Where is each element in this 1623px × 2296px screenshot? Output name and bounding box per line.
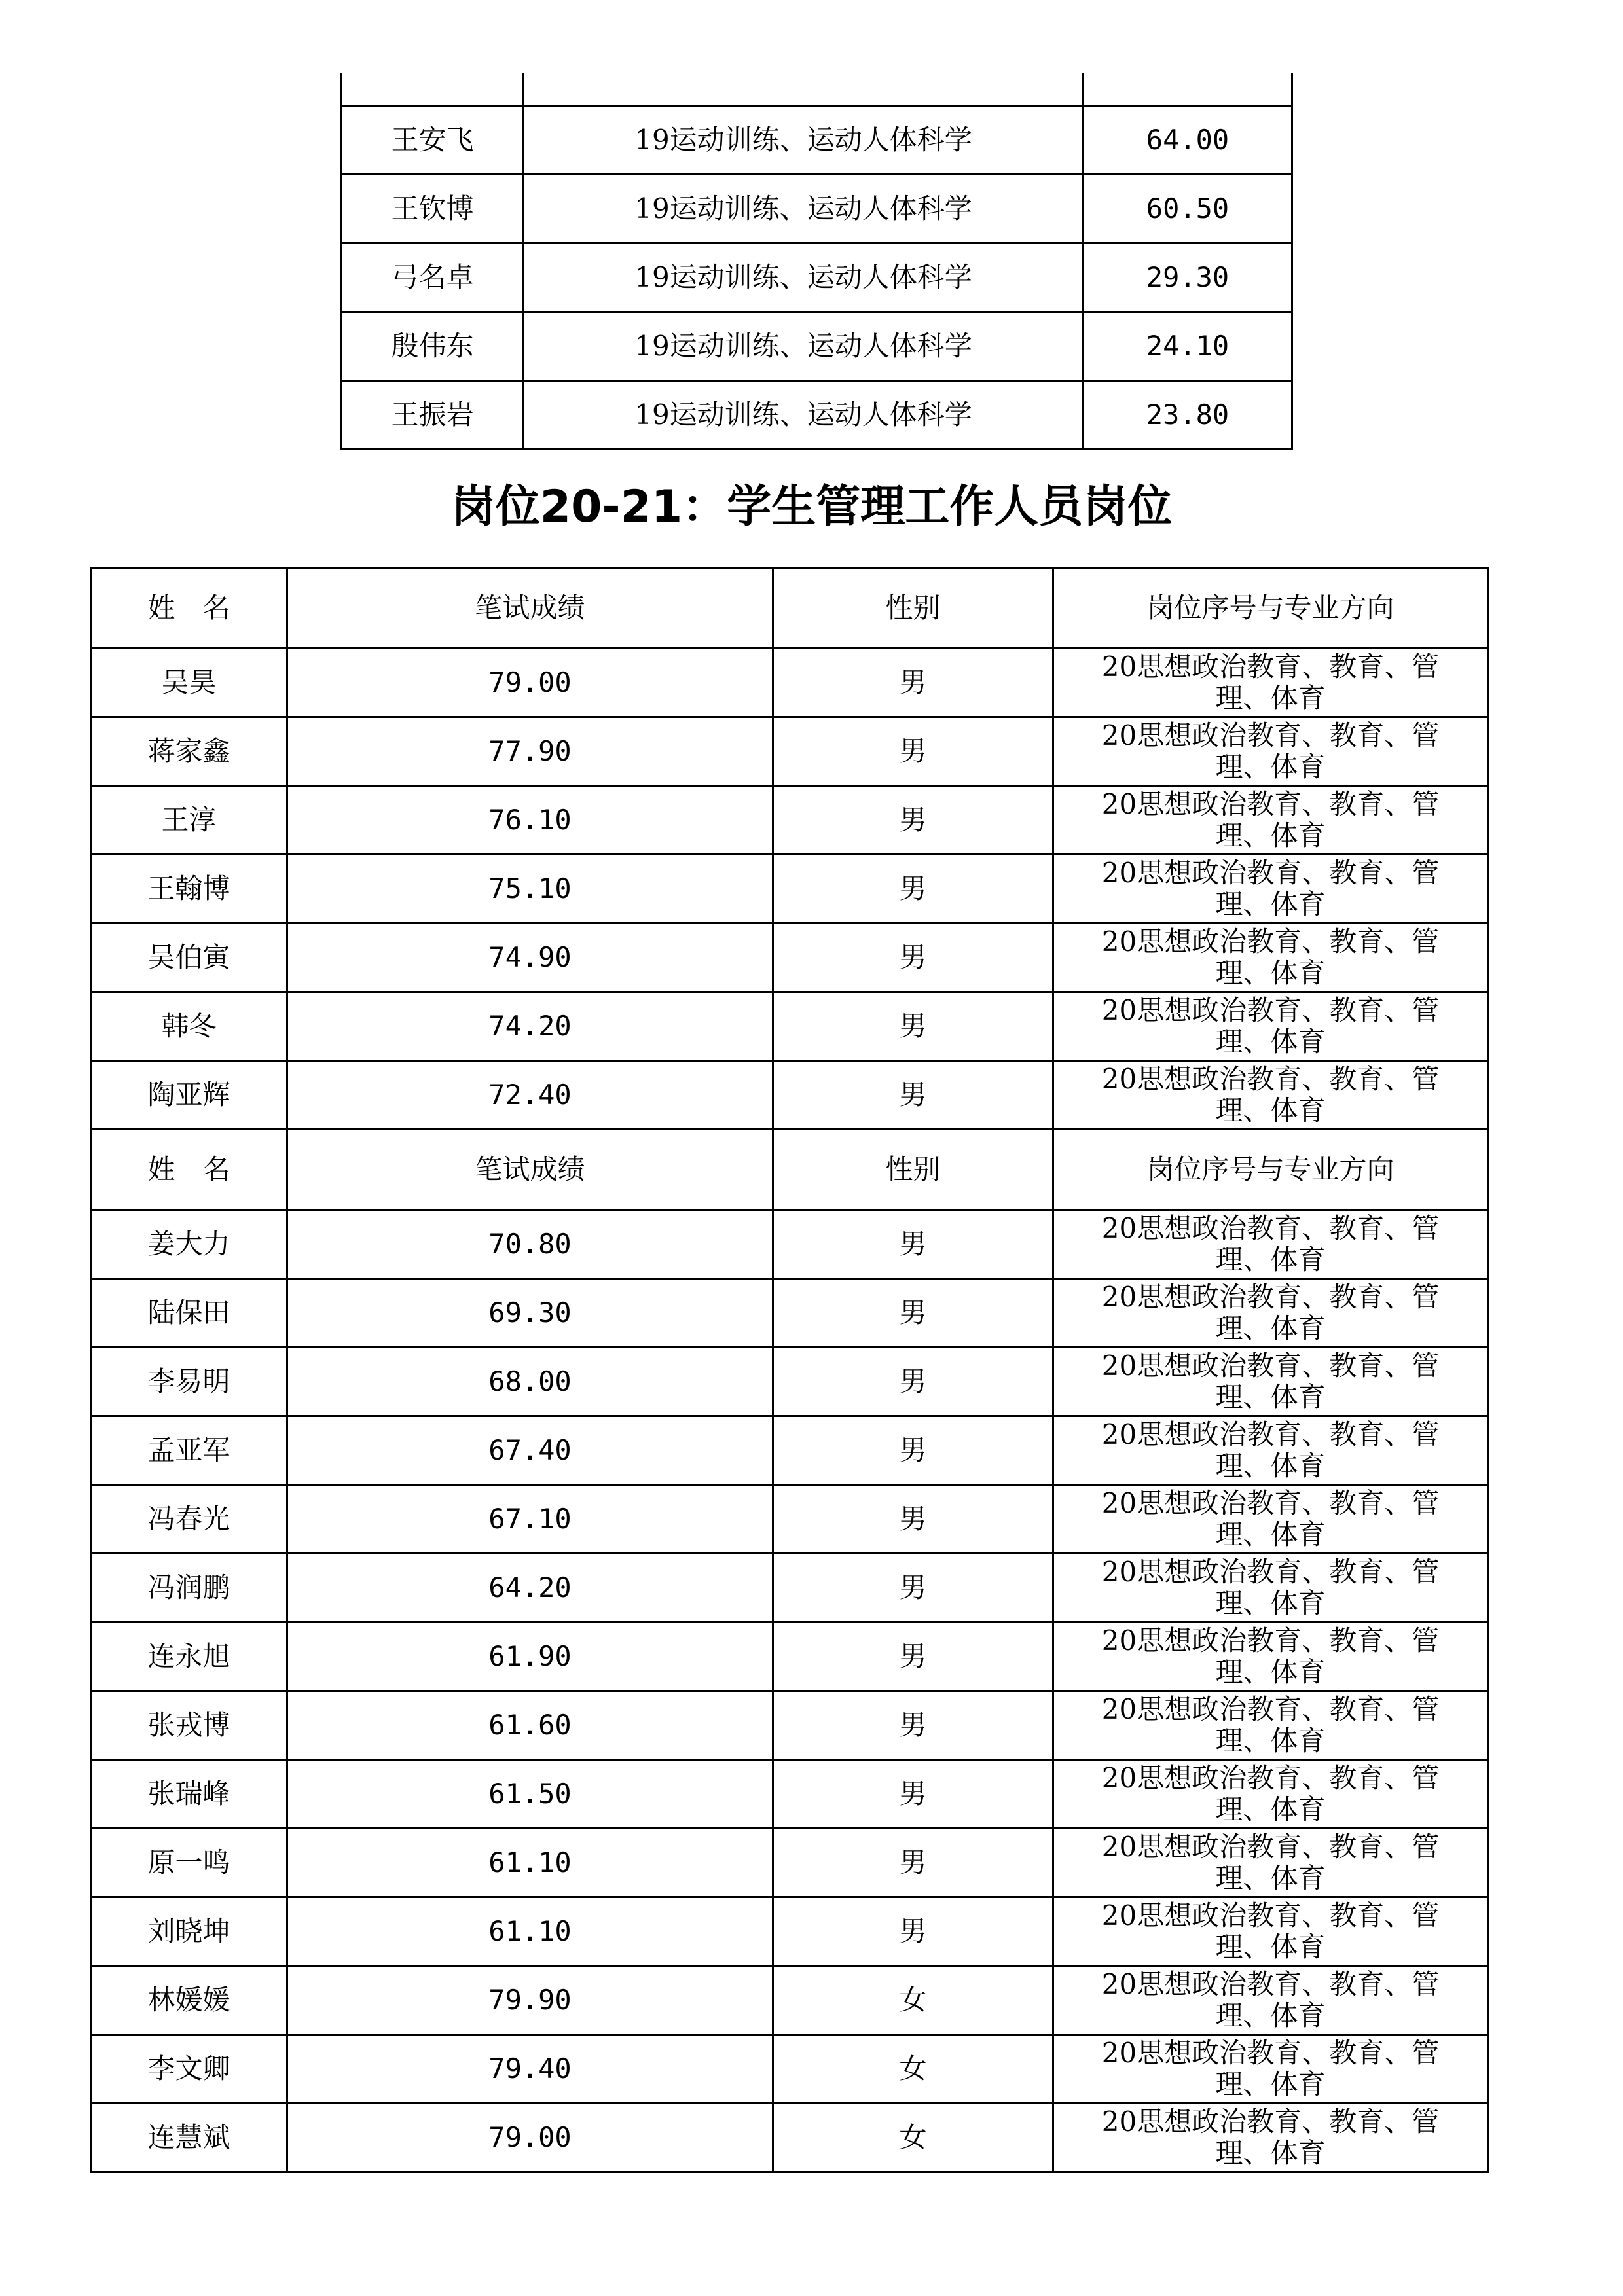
header-name: 姓 名: [91, 568, 287, 649]
table-row: [342, 106, 1292, 175]
score-cell: 67.10: [287, 1485, 773, 1554]
score-cell: 68.00: [287, 1348, 773, 1416]
name-cell: 陶亚辉: [91, 1061, 287, 1130]
gender-cell: 男: [773, 1210, 1053, 1279]
position-cell: [1053, 1279, 1488, 1348]
gender-cell: 男: [773, 717, 1053, 786]
name-cell: 孟亚军: [91, 1416, 287, 1485]
table-row: [91, 1416, 1488, 1485]
table-row: [91, 855, 1488, 924]
score-cell: 61.90: [287, 1623, 773, 1691]
name-cell: 姜大力: [91, 1210, 287, 1279]
position-text: 20思想政治教育、教育、管理、体育: [1101, 1486, 1440, 1551]
position-cell: 19运动训练、运动人体科学: [524, 175, 1084, 243]
score-cell: 64.20: [287, 1554, 773, 1623]
name-cell: 陆保田: [91, 1279, 287, 1348]
student-management-score-table: [90, 567, 1489, 2173]
position-cell: [1053, 1348, 1488, 1416]
table-row: [342, 243, 1292, 312]
table-header-row: [91, 1130, 1488, 1210]
section-title: 岗位20-21：学生管理工作人员岗位: [450, 481, 1173, 533]
position-text: 20思想政治教育、教育、管理、体育: [1101, 1693, 1440, 1757]
name-cell: 原一鸣: [91, 1829, 287, 1897]
name-cell: 刘晓坤: [91, 1897, 287, 1966]
table-row: [91, 1691, 1488, 1760]
previous-position-table-body: [342, 73, 1292, 450]
position-text: 20思想政治教育、教育、管理、体育: [1101, 1830, 1440, 1894]
table-row: [342, 381, 1292, 450]
position-cell: [1053, 1210, 1488, 1279]
name-cell: 张戎博: [91, 1691, 287, 1760]
table-row: [91, 786, 1488, 855]
table-row: [91, 1554, 1488, 1623]
score-cell: 23.80: [1084, 381, 1292, 450]
table-row: [91, 992, 1488, 1061]
score-cell: 69.30: [287, 1279, 773, 1348]
name-cell: 王翰博: [91, 855, 287, 924]
table-row: [91, 1897, 1488, 1966]
gender-cell: 男: [773, 1623, 1053, 1691]
position-text: 20思想政治教育、教育、管理、体育: [1101, 1967, 1440, 2032]
gender-cell: 男: [773, 1348, 1053, 1416]
position-cell: [1053, 855, 1488, 924]
score-cell: 61.60: [287, 1691, 773, 1760]
name-cell: 弓名卓: [342, 243, 524, 312]
table-row: [91, 1061, 1488, 1130]
score-cell: 74.90: [287, 924, 773, 992]
position-cell: [1053, 1691, 1488, 1760]
position-text: 20思想政治教育、教育、管理、体育: [1101, 1899, 1440, 1963]
position-text: 20思想政治教育、教育、管理、体育: [1101, 994, 1440, 1058]
name-cell: 李易明: [91, 1348, 287, 1416]
gender-cell: 女: [773, 2104, 1053, 2172]
gender-cell: 男: [773, 1897, 1053, 1966]
table-row: [91, 649, 1488, 717]
score-cell: 79.40: [287, 2035, 773, 2104]
table-row: [91, 2104, 1488, 2172]
score-cell: 61.50: [287, 1760, 773, 1829]
header-gender: 性别: [773, 1130, 1053, 1210]
score-cell: 67.40: [287, 1416, 773, 1485]
position-cell: [1053, 2104, 1488, 2172]
name-cell: 王振岩: [342, 381, 524, 450]
name-cell: 林媛媛: [91, 1966, 287, 2035]
header-position: 岗位序号与专业方向: [1053, 1130, 1488, 1210]
header-name: 姓 名: [91, 1130, 287, 1210]
gender-cell: 男: [773, 1691, 1053, 1760]
table-row: [342, 312, 1292, 381]
table-row: [91, 2035, 1488, 2104]
score-cell: 24.10: [1084, 312, 1292, 381]
name-cell: 冯春光: [91, 1485, 287, 1554]
table-row: [91, 1485, 1488, 1554]
position-cell: [1053, 1554, 1488, 1623]
header-gender: 性别: [773, 568, 1053, 649]
score-table-body: [91, 568, 1488, 2172]
name-cell: 李文卿: [91, 2035, 287, 2104]
table-row: [91, 1279, 1488, 1348]
table-row: [91, 1760, 1488, 1829]
table-row: [342, 175, 1292, 243]
gender-cell: 男: [773, 786, 1053, 855]
name-cell: 王钦博: [342, 175, 524, 243]
position-cell: 19运动训练、运动人体科学: [524, 106, 1084, 175]
table-row: [91, 1348, 1488, 1416]
table-row: [91, 1966, 1488, 2035]
gender-cell: 男: [773, 1279, 1053, 1348]
table-row: [91, 1210, 1488, 1279]
position-text: 20思想政治教育、教育、管理、体育: [1101, 2036, 1440, 2100]
position-text: 20思想政治教育、教育、管理、体育: [1101, 787, 1440, 852]
name-cell: 连慧斌: [91, 2104, 287, 2172]
position-cell: [1053, 1061, 1488, 1130]
gender-cell: 男: [773, 649, 1053, 717]
position-cell: [1053, 2035, 1488, 2104]
name-cell: 王淳: [91, 786, 287, 855]
previous-position-table: [340, 73, 1293, 450]
name-cell: 蒋家鑫: [91, 717, 287, 786]
score-cell: 29.30: [1084, 243, 1292, 312]
name-cell: 吴伯寅: [91, 924, 287, 992]
gender-cell: 男: [773, 1829, 1053, 1897]
position-text: 20思想政治教育、教育、管理、体育: [1101, 1062, 1440, 1126]
name-cell: 连永旭: [91, 1623, 287, 1691]
position-text: 20思想政治教育、教育、管理、体育: [1101, 925, 1440, 989]
position-cell: 19运动训练、运动人体科学: [524, 243, 1084, 312]
name-cell: 殷伟东: [342, 312, 524, 381]
score-cell: 61.10: [287, 1897, 773, 1966]
table-row: [91, 1829, 1488, 1897]
position-cell: [1053, 1897, 1488, 1966]
header-score: 笔试成绩: [287, 1130, 773, 1210]
position-cell: [1053, 1829, 1488, 1897]
header-position: 岗位序号与专业方向: [1053, 568, 1488, 649]
position-text: 20思想政治教育、教育、管理、体育: [1101, 1624, 1440, 1688]
position-text: 20思想政治教育、教育、管理、体育: [1101, 650, 1440, 714]
gender-cell: 男: [773, 1554, 1053, 1623]
table-cell: [1084, 73, 1292, 106]
score-cell: 74.20: [287, 992, 773, 1061]
gender-cell: 女: [773, 1966, 1053, 2035]
position-text: 20思想政治教育、教育、管理、体育: [1101, 1349, 1440, 1413]
position-cell: [1053, 924, 1488, 992]
gender-cell: 男: [773, 1760, 1053, 1829]
table-cell: [342, 73, 524, 106]
position-cell: [1053, 1485, 1488, 1554]
gender-cell: 男: [773, 992, 1053, 1061]
table-row: [91, 1623, 1488, 1691]
gender-cell: 男: [773, 855, 1053, 924]
position-cell: [1053, 786, 1488, 855]
score-cell: 60.50: [1084, 175, 1292, 243]
name-cell: 韩冬: [91, 992, 287, 1061]
table-row: [91, 924, 1488, 992]
position-text: 20思想政治教育、教育、管理、体育: [1101, 1555, 1440, 1619]
score-cell: 79.00: [287, 2104, 773, 2172]
gender-cell: 男: [773, 1416, 1053, 1485]
position-text: 20思想政治教育、教育、管理、体育: [1101, 2105, 1440, 2169]
position-cell: 19运动训练、运动人体科学: [524, 381, 1084, 450]
name-cell: 冯润鹏: [91, 1554, 287, 1623]
table-cell: [524, 73, 1084, 106]
position-text: 20思想政治教育、教育、管理、体育: [1101, 1761, 1440, 1825]
score-cell: 75.10: [287, 855, 773, 924]
name-cell: 吴昊: [91, 649, 287, 717]
score-cell: 61.10: [287, 1829, 773, 1897]
position-cell: [1053, 992, 1488, 1061]
score-cell: 70.80: [287, 1210, 773, 1279]
table-header-row: [91, 568, 1488, 649]
position-cell: [1053, 1966, 1488, 2035]
gender-cell: 女: [773, 2035, 1053, 2104]
position-cell: [1053, 1760, 1488, 1829]
table-row: [91, 717, 1488, 786]
name-cell: 张瑞峰: [91, 1760, 287, 1829]
score-cell: 77.90: [287, 717, 773, 786]
position-text: 20思想政治教育、教育、管理、体育: [1101, 1211, 1440, 1276]
position-text: 20思想政治教育、教育、管理、体育: [1101, 1280, 1440, 1344]
position-cell: [1053, 1416, 1488, 1485]
continued-row-stub: [342, 73, 1292, 106]
position-text: 20思想政治教育、教育、管理、体育: [1101, 1418, 1440, 1482]
gender-cell: 男: [773, 924, 1053, 992]
gender-cell: 男: [773, 1485, 1053, 1554]
position-text: 20思想政治教育、教育、管理、体育: [1101, 719, 1440, 783]
position-cell: [1053, 649, 1488, 717]
score-cell: 79.00: [287, 649, 773, 717]
header-score: 笔试成绩: [287, 568, 773, 649]
position-text: 20思想政治教育、教育、管理、体育: [1101, 856, 1440, 920]
score-cell: 79.90: [287, 1966, 773, 2035]
name-cell: 王安飞: [342, 106, 524, 175]
position-cell: [1053, 717, 1488, 786]
gender-cell: 男: [773, 1061, 1053, 1130]
score-cell: 64.00: [1084, 106, 1292, 175]
position-cell: 19运动训练、运动人体科学: [524, 312, 1084, 381]
score-cell: 72.40: [287, 1061, 773, 1130]
position-cell: [1053, 1623, 1488, 1691]
score-cell: 76.10: [287, 786, 773, 855]
